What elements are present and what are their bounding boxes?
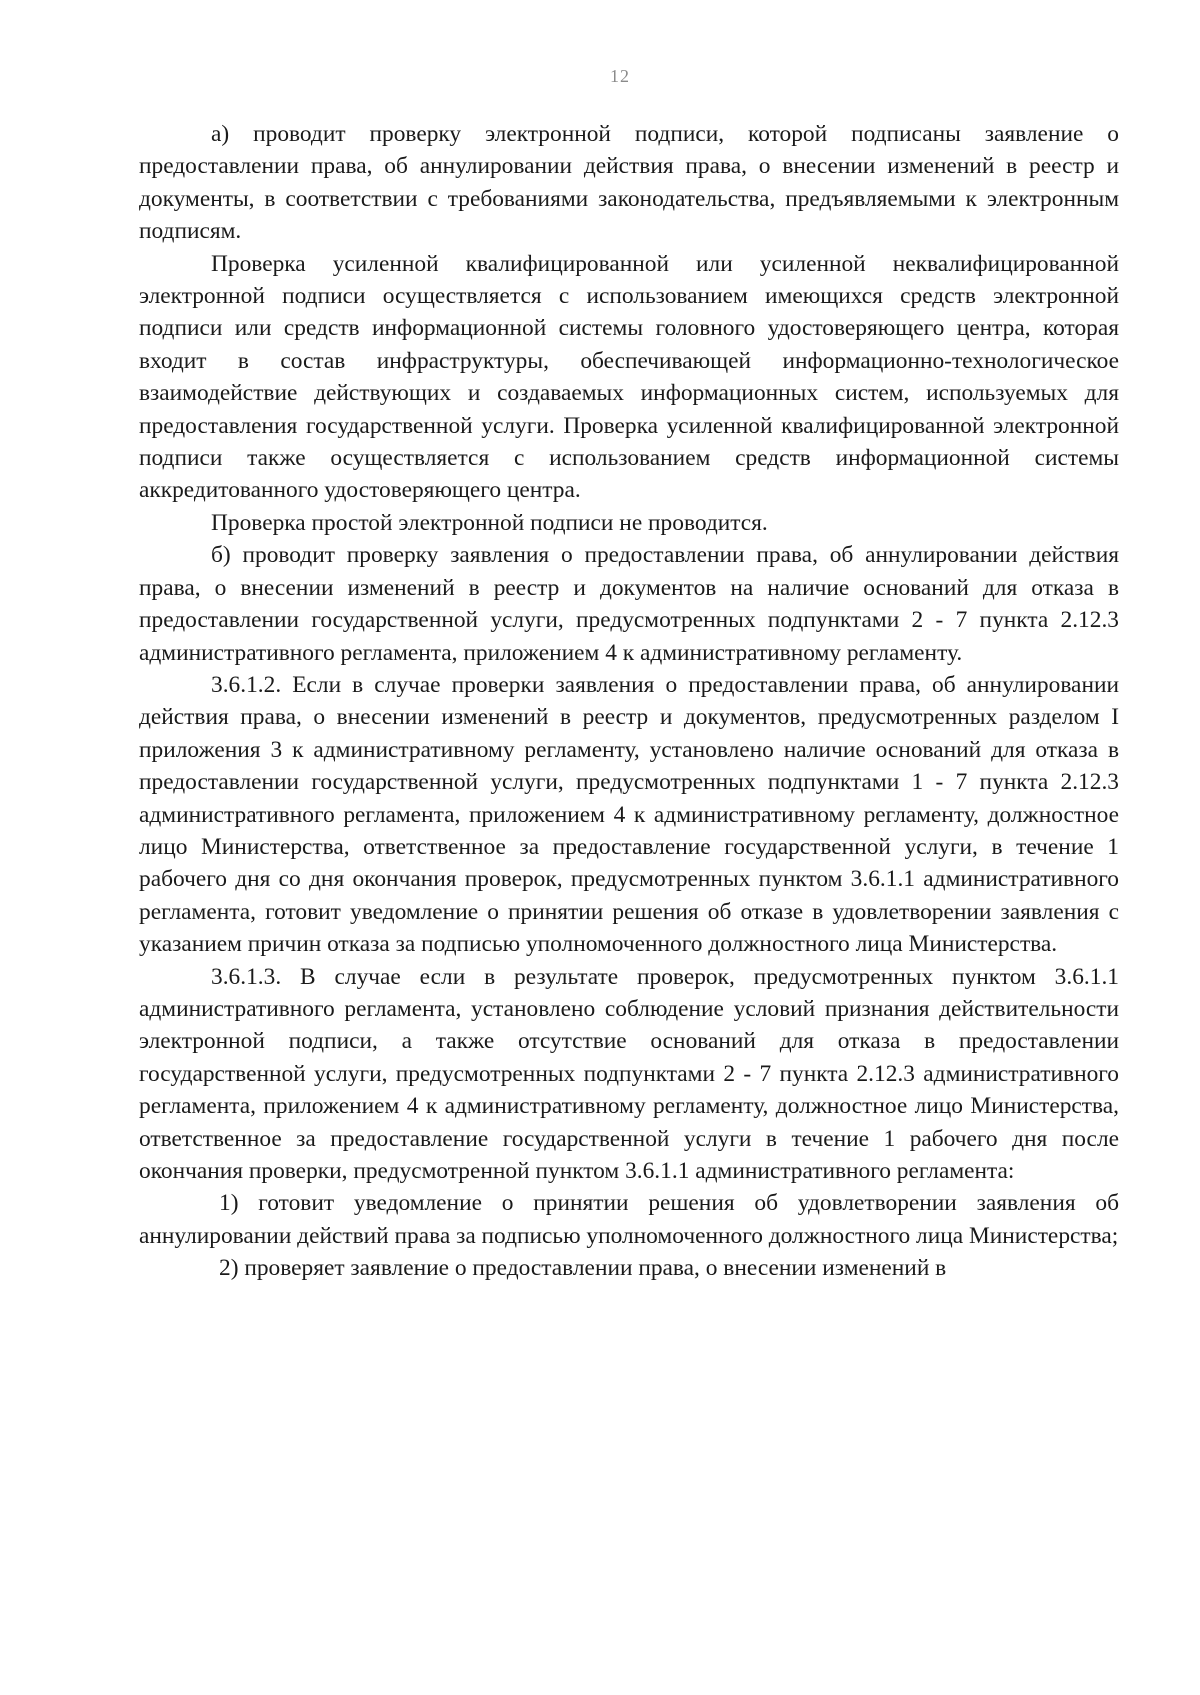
paragraph-b-application-check: б) проводит проверку заявления о предоставлении права, об аннулировании действия права, о внесении изменений в реестр и документов на наличие оснований для отказа в предоставлении государственной услуги, предусмотренных подпунктами 2 - 7 пункта 2.12.3 административного регламента, приложением 4 к административному регламенту.: [139, 542, 1119, 666]
list-item-1: 1) готовит уведомление о принятии решения об удовлетворении заявления об аннулировании действий права за подписью уполномоченного должностного лица Министерства;: [139, 1190, 1119, 1249]
paragraph-enhanced-signature-verification: Проверка усиленной квалифицированной или усиленной неквалифицированной электронной подписи осуществляется с использованием имеющихся средств электронной подписи или средств информационной системы головного удостоверяющего центра, которая входит в состав инфраструктуры, обеспечивающей информационно-технологическое взаимодействие действующих и создаваемых информационных систем, используемых для предоставления государственной услуги. Проверка усиленной квалифицированной электронной подписи также осуществляется с использованием средств информационной системы аккредитованного удостоверяющего центра.: [139, 250, 1119, 504]
paragraph-simple-signature: Проверка простой электронной подписи не проводится.: [211, 509, 768, 536]
paragraph-3-6-1-2: 3.6.1.2. Если в случае проверки заявления о предоставлении права, об аннулировании действия права, о внесении изменений в реестр и документов, предусмотренных разделом I приложения 3 к административному регламенту, установлено наличие оснований для отказа в предоставлении государственной услуги, предусмотренных подпунктами 1 - 7 пункта 2.12.3 административного регламента, приложением 4 к административному регламенту, должностное лицо Министерства, ответственное за предоставление государственной услуги, в течение 1 рабочего дня со дня окончания проверок, предусмотренных пунктом 3.6.1.1 административного регламента, готовит уведомление о принятии решения об отказе в удовлетворении заявления с указанием причин отказа за подписью уполномоченного должностного лица Министерства.: [139, 671, 1119, 958]
paragraph-a-signature-check: а) проводит проверку электронной подписи, которой подписаны заявление о предоставлении права, об аннулировании действия права, о внесении изменений в реестр и документы, в соответствии с требованиями законодательства, предъявляемыми к электронным подписям.: [139, 121, 1119, 245]
list-item-2: 2) проверяет заявление о предоставлении права, о внесении изменений в: [219, 1255, 947, 1282]
page-number: 12: [610, 66, 630, 86]
document-body: [139, 118, 1119, 1285]
paragraph-3-6-1-3: 3.6.1.3. В случае если в результате проверок, предусмотренных пунктом 3.6.1.1 административного регламента, установлено соблюдение условий признания действительности электронной подписи, а также отсутствие оснований для отказа в предоставлении государственной услуги, предусмотренных подпунктами 2 - 7 пункта 2.12.3 административного регламента, приложением 4 к административному регламенту, должностное лицо Министерства, ответственное за предоставление государственной услуги в течение 1 рабочего дня после окончания проверки, предусмотренной пунктом 3.6.1.1 административного регламента:: [139, 963, 1119, 1184]
